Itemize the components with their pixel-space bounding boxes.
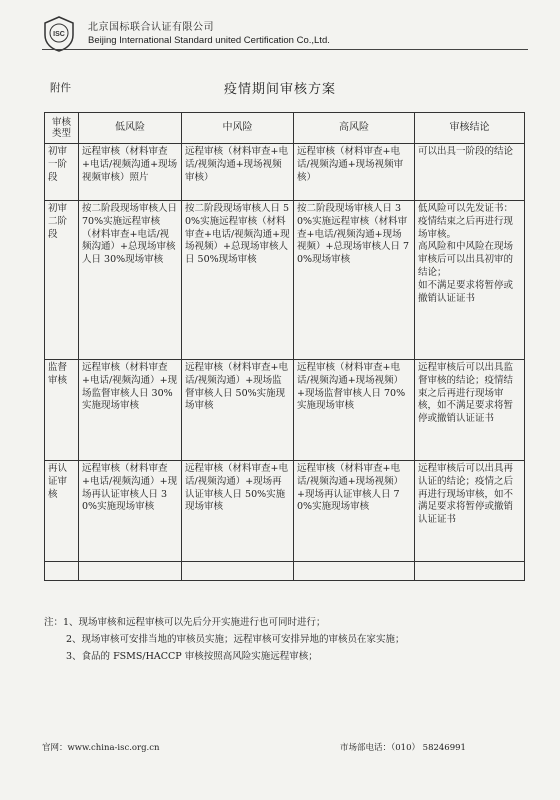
cell-type: 再认证审核 (45, 461, 79, 562)
table-row (45, 144, 525, 201)
table-row (45, 201, 525, 360)
footer-phone: 市场部电话：（010） 58246991 (340, 743, 466, 753)
cell-low: 按二阶段现场审核人日 70%实施远程审核（材料审查+电话/视频沟通）+总现场审核人日 30%现场审核 (79, 201, 182, 360)
table-row (45, 360, 525, 461)
conclusion-line: 低风险可以先发证书：疫情结束之后再进行现场审核。 (418, 203, 514, 240)
cell-type: 初审一阶段 (45, 144, 79, 201)
cell-conclusion: 远程审核后可以出具监督审核的结论；疫情结束之后再进行现场审核，如不满足要求将暂停或撤销认证证书 (415, 360, 525, 461)
company-name-en: Beijing International Standard united Certification Co.,Ltd. (88, 35, 330, 46)
notes-section (44, 614, 405, 665)
cell-high: 按二阶段现场审核人日 30%实施远程审核（材料审查+电话/视频沟通+现场视频）+总现场审核人日 70%现场审核 (294, 201, 415, 360)
note-item: 注：1、现场审核和远程审核可以先后分开实施进行也可同时进行； (44, 617, 326, 628)
header-divider (42, 49, 528, 50)
cell-high: 远程审核（材料审查+电话/视频沟通+现场视频）+现场再认证审核人日 70%实施现场审核 (294, 461, 415, 562)
cell-mid: 按二阶段现场审核人日 50%实施远程审核（材料审查+电话/视频沟通+现场视频）+总现场审核人日 50%现场审核 (182, 201, 294, 360)
company-logo (42, 15, 76, 53)
cell-type: 初审二阶段 (45, 201, 79, 360)
company-name-cn: 北京国标联合认证有限公司 (88, 22, 214, 33)
audit-plan-table (44, 112, 525, 581)
cell-conclusion: 远程审核后可以出具再认证的结论；疫情之后再进行现场审核，如不满足要求将暂停或撤销认证证书 (415, 461, 525, 562)
cell-type: 监督审核 (45, 360, 79, 461)
header-conclusion: 审核结论 (415, 113, 525, 144)
cell-mid: 远程审核（材料审查+电话/视频沟通）+现场再认证审核人日 50%实施现场审核 (182, 461, 294, 562)
conclusion-line: 高风险和中风险在现场审核后可以出具初审的结论； (418, 241, 514, 279)
cell-high: 远程审核（材料审查+电话/视频沟通+现场视频）+现场监督审核人日 70%实施现场审核 (294, 360, 415, 461)
cell-conclusion: 可以出具一阶段的结论 (415, 144, 525, 201)
note-item: 3、食品的 FSMS/HACCP 审核按照高风险实施远程审核； (66, 651, 318, 662)
cell-mid: 远程审核（材料审查+电话/视频沟通+现场视频审核） (182, 144, 294, 201)
page-title: 疫情期间审核方案 (223, 82, 336, 97)
cell-low: 远程审核（材料审查+电话/视频沟通+现场视频审核）照片 (79, 144, 182, 201)
cell-mid: 远程审核（材料审查+电话/视频沟通）+现场监督审核人日 50%实施现场审核 (182, 360, 294, 461)
cell-conclusion (415, 201, 525, 360)
header-mid-risk: 中风险 (182, 113, 294, 144)
cell-low: 远程审核（材料审查+电话/视频沟通）+现场监督审核人日 30%实施现场审核 (79, 360, 182, 461)
table-empty-row (45, 562, 525, 581)
header-low-risk: 低风险 (79, 113, 182, 144)
note-item: 2、现场审核可安排当地的审核员实施；远程审核可安排异地的审核员在家实施； (66, 634, 405, 645)
table-header-row (45, 113, 525, 144)
header-audit-type: 审核类型 (45, 113, 79, 144)
attachment-label: 附件 (50, 82, 71, 94)
cell-high: 远程审核（材料审查+电话/视频沟通+现场视频审核） (294, 144, 415, 201)
header-high-risk: 高风险 (294, 113, 415, 144)
table-row (45, 461, 525, 562)
conclusion-line: 如不满足要求将暂停或撤销认证证书 (418, 279, 514, 304)
cell-low: 远程审核（材料审查+电话/视频沟通）+现场再认证审核人日 30%实施现场审核 (79, 461, 182, 562)
footer-website: 官网：www.china-isc.org.cn (42, 743, 160, 753)
logo-text: ISC (53, 31, 65, 38)
